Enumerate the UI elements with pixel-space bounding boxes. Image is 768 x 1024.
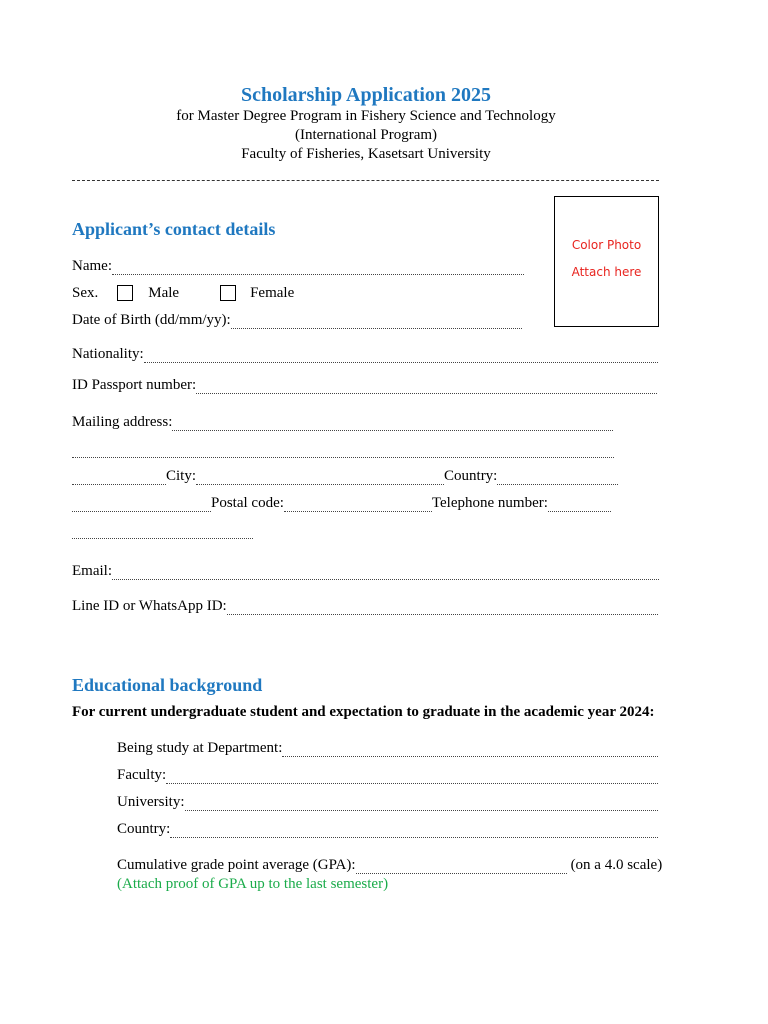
university-field[interactable] (185, 797, 658, 811)
photo-label-line1: Color Photo (571, 238, 642, 252)
page-title: Scholarship Application 2025 (240, 84, 492, 106)
department-row (117, 739, 658, 757)
email-row (72, 562, 659, 580)
department-field[interactable] (282, 743, 658, 757)
contact-section-heading: Applicant’s contact details (72, 219, 276, 239)
faculty-label: Faculty: (117, 767, 167, 783)
postal-field[interactable] (284, 498, 432, 512)
university-label: University: (117, 794, 185, 810)
gpa-label: Cumulative grade point average (GPA): (117, 857, 356, 873)
gpa-row (117, 856, 662, 874)
gpa-note: (Attach proof of GPA up to the last semester) (117, 876, 389, 892)
name-field[interactable] (112, 261, 524, 275)
mailing-field-line2[interactable] (72, 444, 614, 458)
postal-label: Postal code: (211, 495, 284, 511)
edu-country-field[interactable] (170, 824, 658, 838)
dob-row (72, 311, 522, 329)
city-label: City: (166, 468, 197, 484)
gpa-scale: (on a 4.0 scale) (570, 857, 663, 873)
sex-row (72, 284, 294, 302)
line-id-label: Line ID or WhatsApp ID: (72, 598, 227, 614)
telephone-label: Telephone number: (431, 495, 548, 511)
email-label: Email: (72, 563, 112, 579)
city-country-row (72, 467, 618, 485)
edu-country-label: Country: (117, 821, 171, 837)
education-section-heading: Educational background (72, 675, 263, 695)
dob-field[interactable] (231, 315, 522, 329)
telephone-field-continued[interactable] (72, 525, 253, 539)
name-label: Name: (72, 258, 112, 274)
faculty-field[interactable] (166, 770, 658, 784)
line-id-field[interactable] (227, 601, 658, 615)
country-field[interactable] (497, 471, 618, 485)
photo-placeholder[interactable] (554, 196, 659, 327)
subtitle-program: for Master Degree Program in Fishery Science and Technology (176, 108, 556, 124)
name-row (72, 257, 524, 275)
mailing-label: Mailing address: (72, 414, 173, 430)
female-label: Female (250, 285, 295, 301)
line-id-row (72, 597, 658, 615)
country-label: Country: (444, 468, 498, 484)
female-checkbox[interactable] (220, 285, 236, 301)
male-label: Male (148, 285, 180, 301)
passport-label: ID Passport number: (72, 377, 197, 393)
city-field[interactable] (196, 471, 444, 485)
passport-row (72, 376, 657, 394)
mailing-field-line1[interactable] (172, 417, 613, 431)
photo-label-line2: Attach here (571, 265, 642, 279)
mailing-row-2 (72, 440, 614, 458)
mailing-field-line4[interactable] (72, 498, 211, 512)
postal-telephone-row (72, 494, 611, 512)
edu-country-row (117, 820, 658, 838)
dob-label: Date of Birth (dd/mm/yy): (72, 312, 231, 328)
department-label: Being study at Department: (117, 740, 283, 756)
telephone-row-2 (72, 521, 253, 539)
subtitle-faculty: Faculty of Fisheries, Kasetsart University (241, 146, 491, 162)
nationality-label: Nationality: (72, 346, 144, 362)
education-subheading: For current undergraduate student and expectation to graduate in the academic year 2024: (72, 704, 655, 720)
university-row (117, 793, 658, 811)
sex-label: Sex. (72, 285, 99, 301)
mailing-field-line3[interactable] (72, 471, 166, 485)
nationality-row (72, 345, 658, 363)
telephone-field[interactable] (548, 498, 611, 512)
email-field[interactable] (112, 566, 659, 580)
gpa-field[interactable] (356, 860, 567, 874)
passport-field[interactable] (196, 380, 657, 394)
mailing-row (72, 413, 613, 431)
subtitle-international: (International Program) (294, 127, 438, 143)
nationality-field[interactable] (144, 349, 658, 363)
male-checkbox[interactable] (117, 285, 133, 301)
header-divider (72, 180, 659, 181)
faculty-row (117, 766, 658, 784)
